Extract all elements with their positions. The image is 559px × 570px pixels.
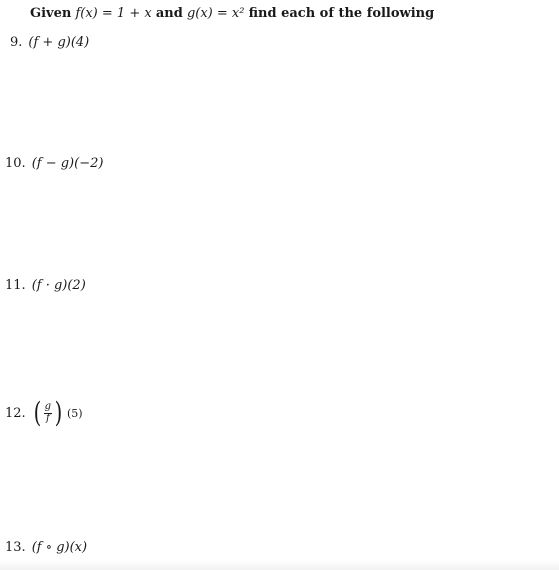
right-paren: ) [54, 396, 63, 429]
problem-12 [5, 396, 83, 429]
problem-number: 12. [5, 405, 26, 421]
problem-number: 10. [5, 156, 26, 171]
problem-expression: (f ∘ g)(x) [31, 540, 88, 555]
g-definition: g(x) = x² [186, 6, 245, 21]
instructions-rest: find each of the following [248, 6, 435, 21]
problem-expression: (f + g)(4) [28, 35, 90, 50]
page-bottom-edge [0, 560, 559, 570]
problem-9 [10, 35, 89, 50]
instructions-heading [30, 6, 434, 21]
left-paren: ( [33, 396, 41, 429]
problem-expression: (f − g)(−2) [31, 156, 104, 171]
problem-number: 9. [10, 35, 23, 50]
quotient-expression [32, 396, 83, 429]
instructions-given: Given [30, 6, 72, 21]
f-definition: f(x) = 1 + x [75, 6, 152, 21]
problem-expression: (f · g)(2) [31, 278, 86, 293]
fraction-argument: (5) [66, 406, 83, 420]
fraction-denominator: f [45, 412, 50, 424]
fraction [44, 402, 52, 424]
problem-number: 11. [5, 278, 26, 293]
problem-11 [5, 278, 86, 293]
problem-10 [5, 156, 103, 171]
problem-number: 13. [5, 540, 26, 555]
problem-13 [5, 540, 87, 555]
instructions-and: and [155, 6, 183, 21]
fraction-numerator: g [44, 401, 52, 412]
